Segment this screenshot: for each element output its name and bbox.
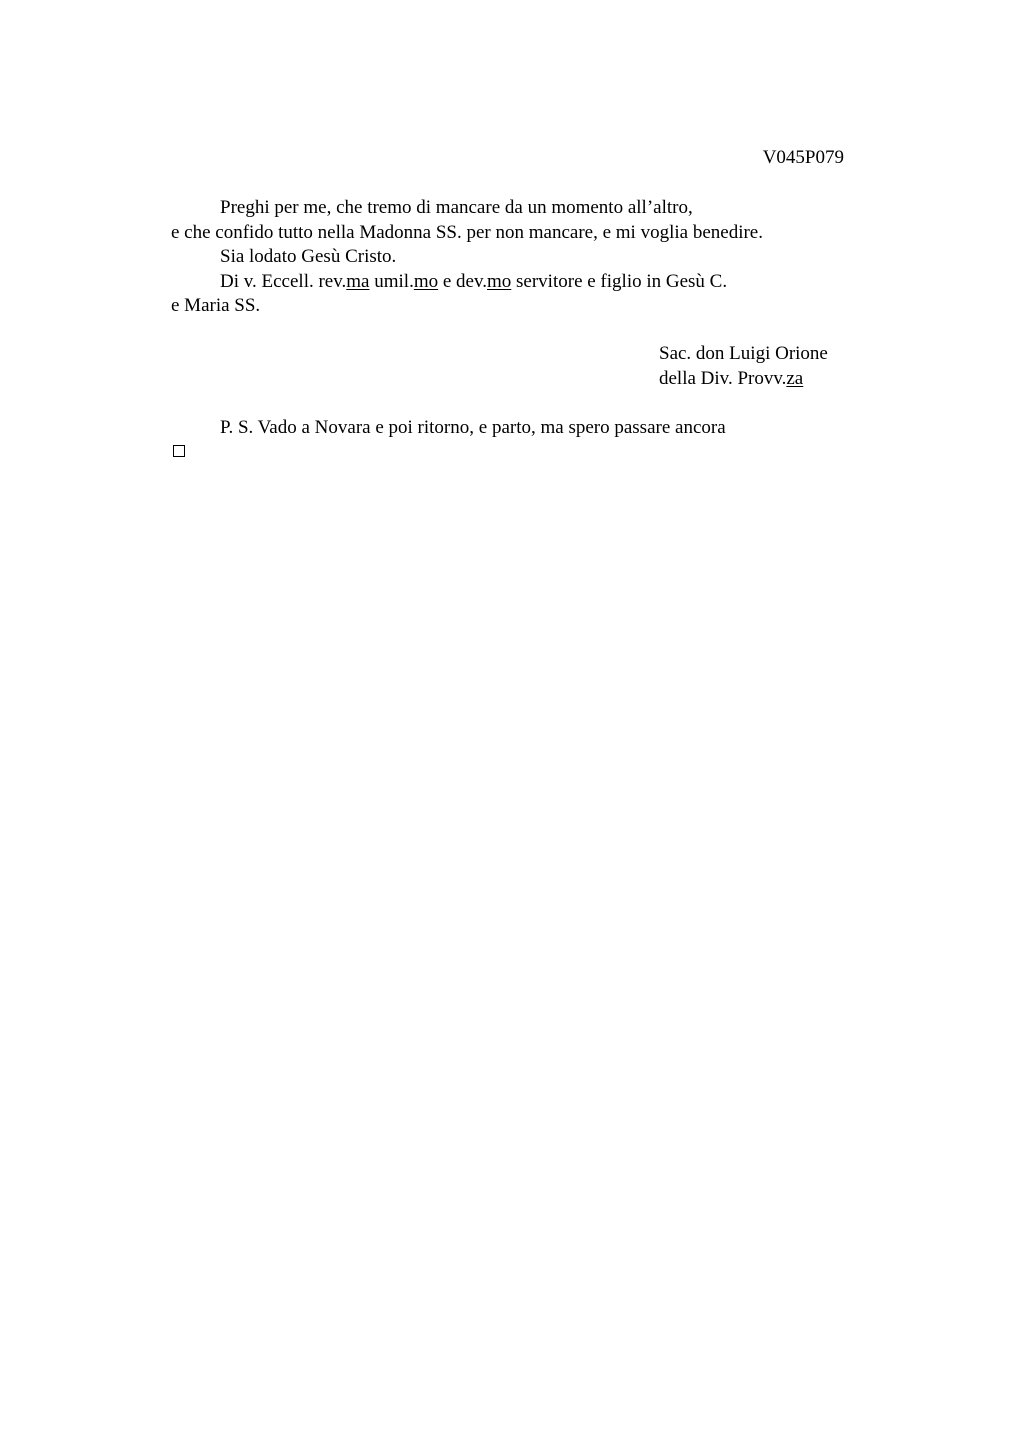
letter-closing-line: [171, 270, 861, 295]
letter-line-1: Preghi per me, che tremo di mancare da un momento all’altro,: [220, 197, 693, 218]
letter-body: [171, 196, 861, 319]
signature-org-prefix: della Div. Provv.: [659, 367, 787, 389]
signature-org-suffix: za: [786, 367, 804, 389]
letter-line-5: e Maria SS.: [171, 295, 261, 316]
closing-abbrev-2: mo: [413, 270, 439, 292]
signature-organization: [659, 367, 828, 392]
closing-part-4: servitore e figlio in Gesù C.: [511, 270, 728, 292]
closing-part-3: e dev.: [438, 270, 487, 292]
signature-block: [659, 342, 828, 391]
letter-line-2: e che confido tutto nella Madonna SS. per non mancare, e mi voglia benedire.: [171, 221, 763, 243]
closing-part-1: Di v. Eccell. rev.: [220, 270, 347, 292]
letter-line-3: Sia lodato Gesù Cristo.: [220, 246, 397, 267]
page-identifier: V045P079: [762, 147, 844, 168]
postscript: P. S. Vado a Novara e poi ritorno, e parto, ma spero passare ancora: [220, 417, 726, 438]
closing-abbrev-1: ma: [346, 270, 370, 292]
closing-abbrev-3: mo: [487, 270, 512, 292]
closing-part-2: umil.: [369, 270, 414, 292]
signature-name: Sac. don Luigi Orione: [659, 343, 828, 364]
empty-square-icon: [173, 445, 185, 457]
